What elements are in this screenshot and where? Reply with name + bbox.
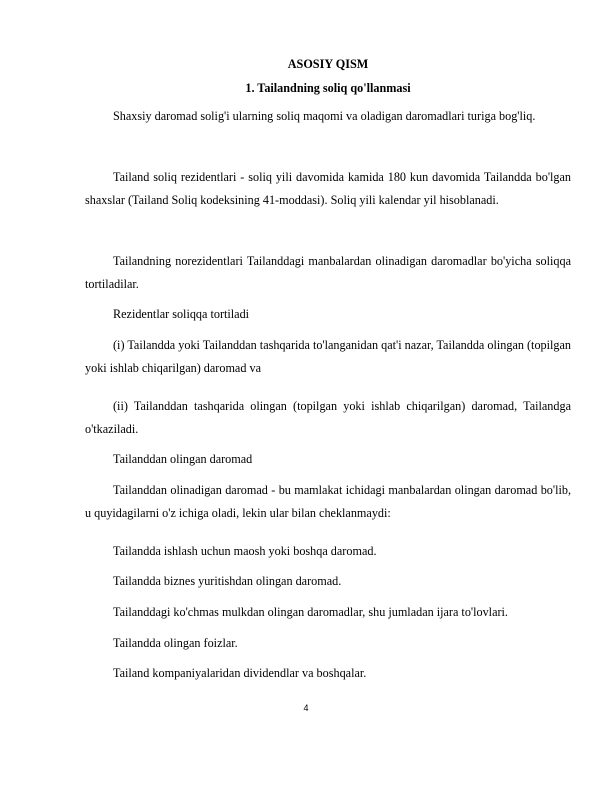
paragraph-list-real-estate: Tailanddagi ko'chmas mulkdan olingan daromadlar, shu jumladan ijara to'lovlari. xyxy=(113,605,508,619)
paragraph-item-ii: (ii) Tailanddan tashqarida olingan (topilgan yoki ishlab chiqarilgan) daromad, Tailandga o'tkaziladi. xyxy=(85,399,571,436)
paragraph-thai-income-heading: Tailanddan olingan daromad xyxy=(113,452,253,466)
paragraph-nonresidents: Tailandning norezidentlari Tailanddagi manbalardan olinadigan daromadlar bo'yicha soliqqa tortiladilar. xyxy=(85,254,571,291)
paragraph-list-dividends: Tailand kompaniyalaridan dividendlar va boshqalar. xyxy=(113,666,367,680)
paragraph-item-i: (i) Tailandda yoki Tailanddan tashqarida to'langanidan qat'i nazar, Tailandda olingan (topilgan yoki ishlab chiqarilgan) daromad va xyxy=(85,338,571,375)
paragraph-residents-taxed: Rezidentlar soliqqa tortiladi xyxy=(113,307,250,321)
section-title: ASOSIY QISM xyxy=(287,57,369,71)
paragraph-list-interest: Tailandda olingan foizlar. xyxy=(113,636,238,650)
subsection-title: 1. Tailandning soliq qo'llanmasi xyxy=(245,81,411,95)
paragraph-list-business: Tailandda biznes yuritishdan olingan daromad. xyxy=(113,574,342,588)
paragraph-list-salary: Tailandda ishlash uchun maosh yoki boshqa daromad. xyxy=(113,544,377,558)
page-number: 4 xyxy=(303,703,309,713)
paragraph-residents-definition: Tailand soliq rezidentlari - soliq yili davomida kamida 180 kun davomida Tailandda bo'lgan shaxslar (Tailand Soliq kodeksining 41-moddasi). Soliq yili kalendar yil hisoblanadi. xyxy=(85,170,571,207)
paragraph-thai-income-definition: Tailanddan olinadigan daromad - bu mamlakat ichidagi manbalardan olingan daromad bo'lib, u quyidagilarni o'z ichiga oladi, lekin ular bilan cheklanmaydi: xyxy=(85,483,571,520)
paragraph-tax-status: Shaxsiy daromad solig'i ularning soliq maqomi va oladigan daromadlari turiga bog'liq. xyxy=(113,109,536,123)
